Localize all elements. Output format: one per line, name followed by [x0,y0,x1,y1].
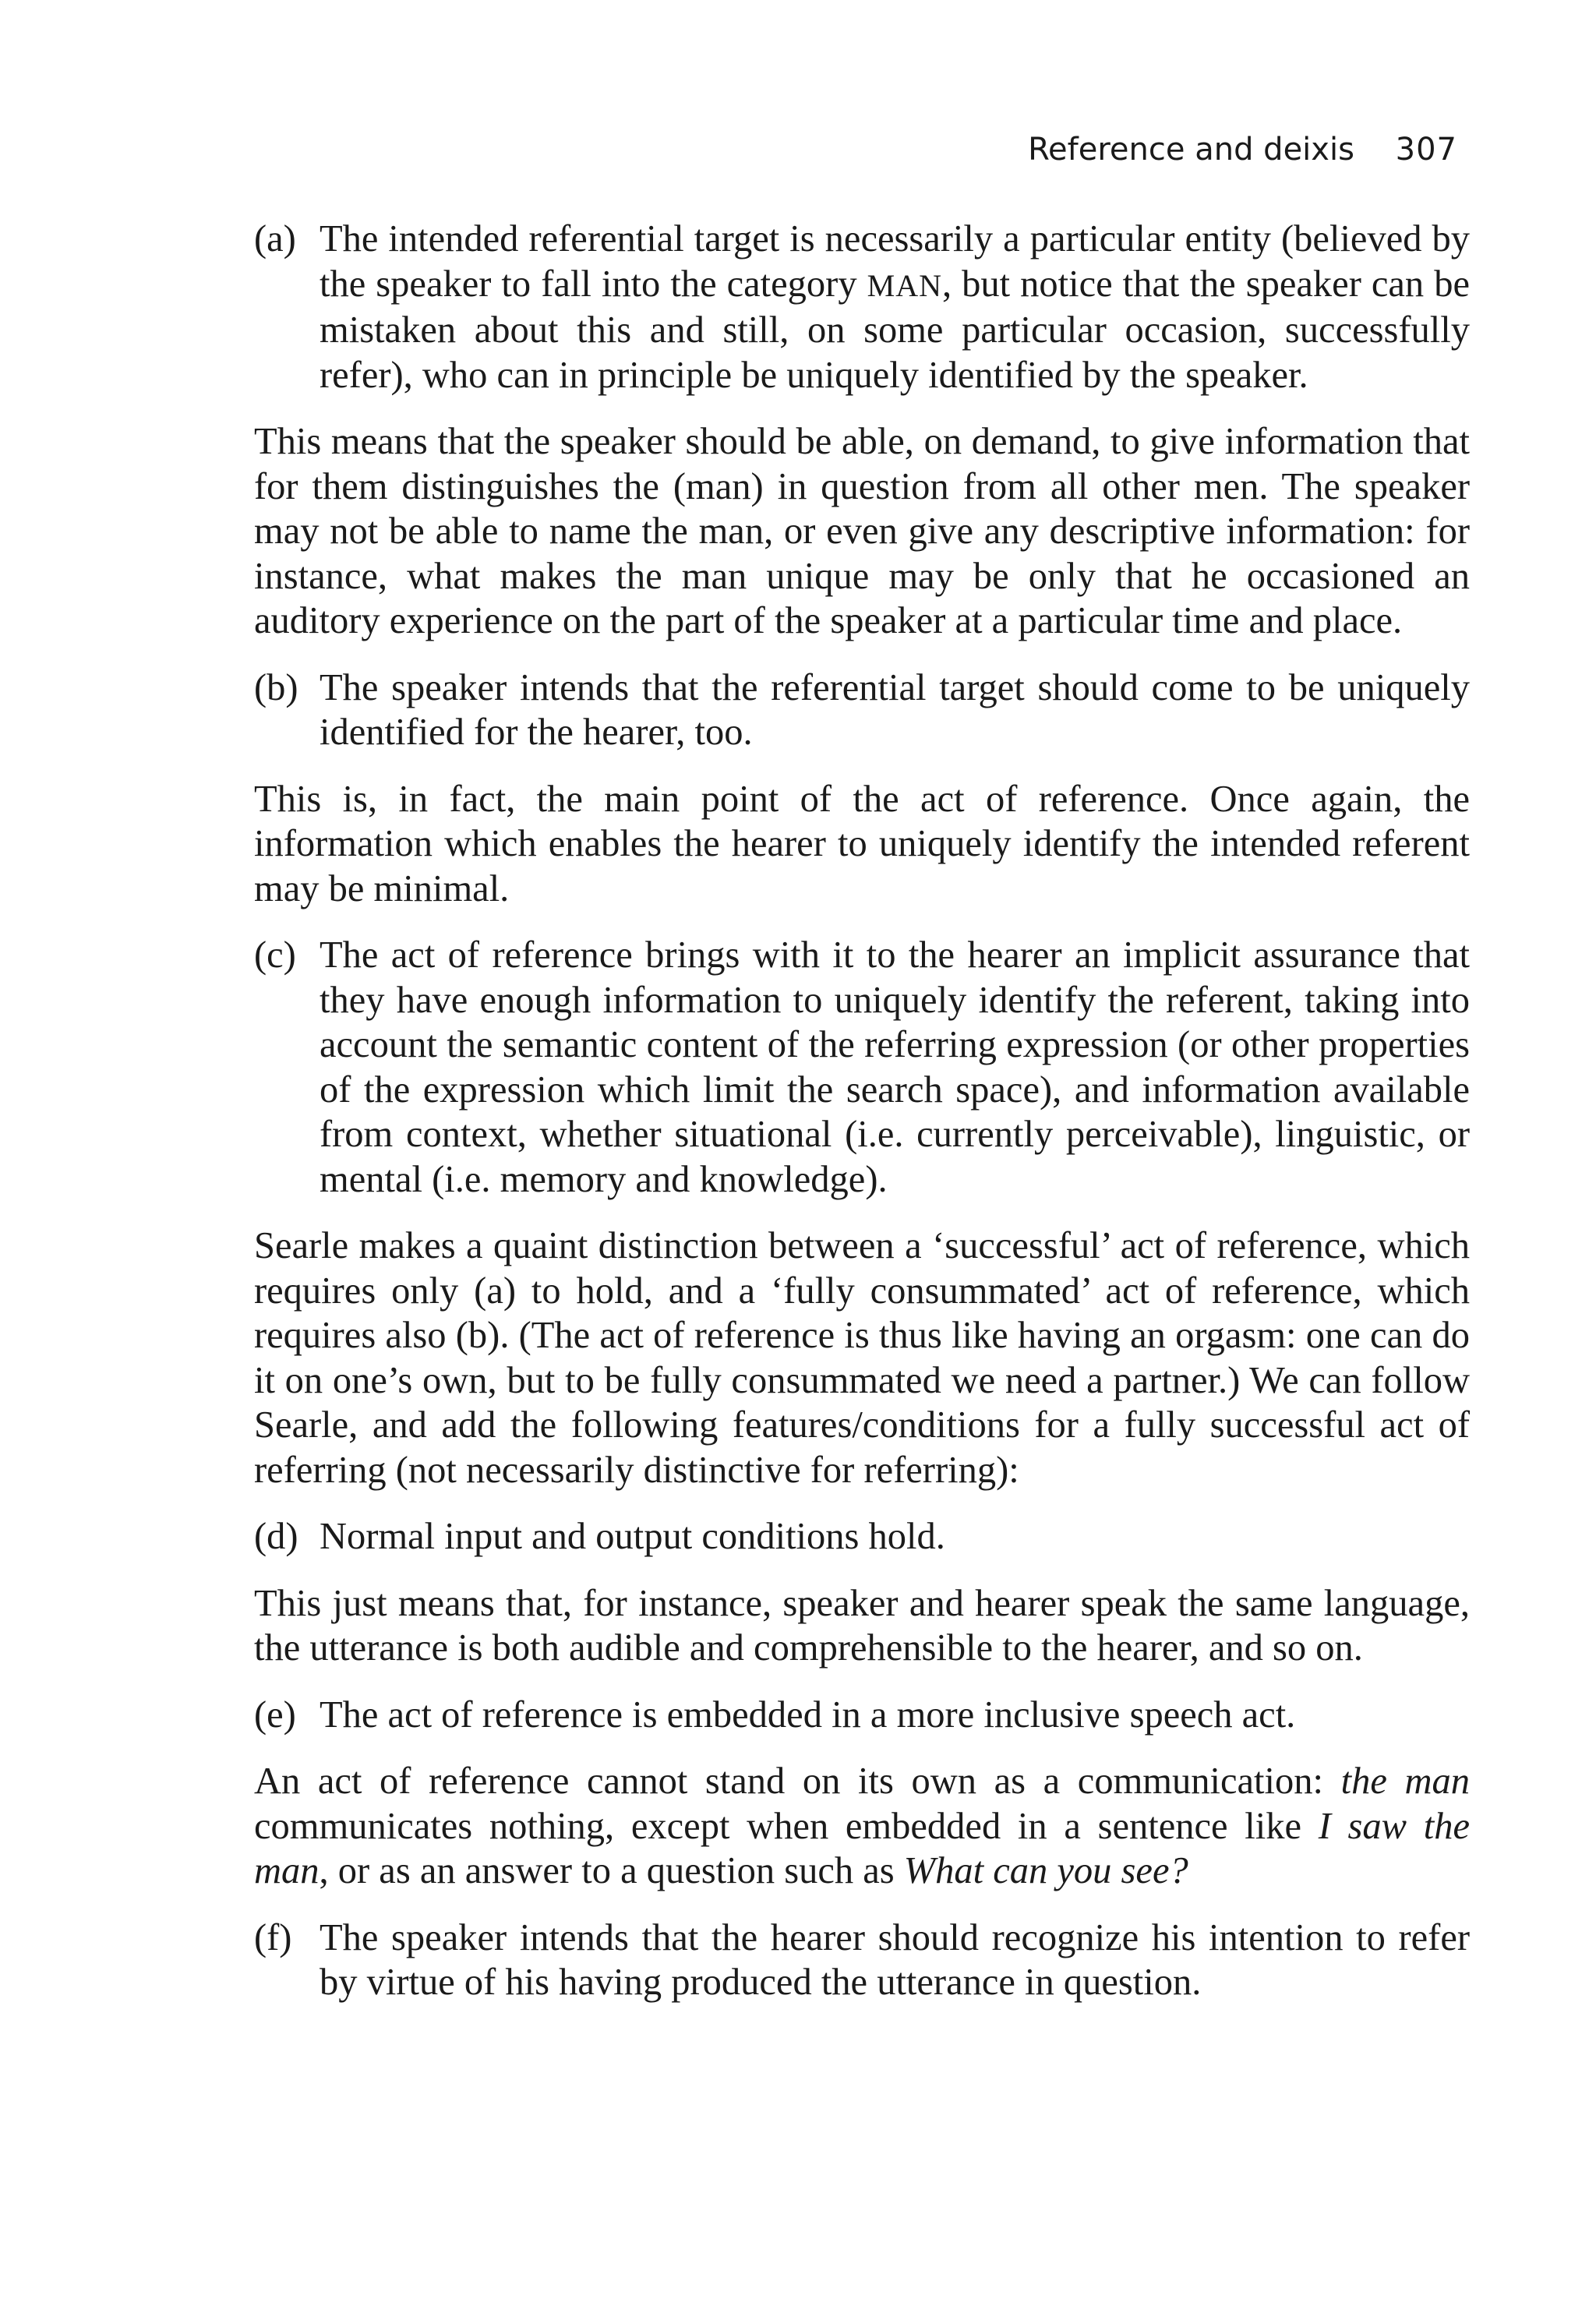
condition-text: The speaker intends that the referential target should come to be uniquely identified for the hearer, too. [320,666,1470,753]
condition-marker: (b) [254,666,298,708]
running-head [1028,131,1457,168]
paragraph-1: This means that the speaker should be able, on demand, to give information that for them distinguishes the (man) in question from all other men. The speaker may not be able to name the man, or even give any descriptive information: for instance, what makes the man unique may be only that he occasioned an auditory experience on the part of the speaker at a particular time and place. [254,421,1470,641]
condition-text: Normal input and output conditions hold. [320,1516,945,1557]
paragraph-3: Searle makes a quaint distinction between a ‘successful’ act of reference, which requires only (a) to hold, and a ‘fully consummated’ act of reference, which requires also (b). (The act of reference is thus like having an orgasm: one can do it on one’s own, but to be fully consummated we need a partner.) We can follow Searle, and add the following features/conditions for a fully successful act of referring (not necessarily distinctive for referring): [254,1225,1470,1491]
paragraph-text-part: An act of reference cannot stand on its own as a communication: [254,1760,1341,1802]
condition-marker: (e) [254,1693,296,1736]
paragraph-5 [254,1759,1470,1894]
paragraph-2: This is, in fact, the main point of the act of reference. Once again, the information which enables the hearer to uniquely identify the intended referent may be minimal. [254,778,1470,909]
condition-a [254,217,1470,397]
example-italic: the man [1340,1760,1470,1802]
condition-c [254,933,1470,1202]
page-body [254,217,1470,2027]
condition-d [254,1514,1470,1559]
example-italic: What can you see? [903,1850,1188,1891]
condition-text [320,217,1470,397]
condition-text: The act of reference brings with it to the hearer an implicit assurance that they have enough information to uniquely identify the referent, taking into account the semantic content of the referring expression (or other properties of the expression which limit the search space), and information available from context, whether situational (i.e. currently perceivable), linguistic, or mental (i.e. memory and knowledge). [320,934,1470,1200]
paragraph-text-part: , or as an answer to a question such as [319,1850,904,1891]
paragraph-text-part: communicates nothing, except when embedded in a sentence like [254,1805,1319,1847]
condition-marker: (c) [254,934,296,976]
running-head-title: Reference and deixis [1028,132,1354,168]
condition-marker: (d) [254,1516,298,1557]
condition-e [254,1693,1470,1738]
paragraph-4: This just means that, for instance, speaker and hearer speak the same language, the utterance is both audible and comprehensible to the hearer, and so on. [254,1582,1470,1669]
condition-text: The act of reference is embedded in a more inclusive speech act. [320,1693,1296,1736]
condition-text-part: The intended referential target is necessarily a particular entity (believed by the speaker to fall into the category [320,218,1470,305]
condition-marker: (f) [254,1916,292,1958]
condition-marker: (a) [254,218,296,260]
condition-text-part: , but notice that the speaker can be mistaken about this and still, on some particular occasion, successfully refer), who can in principle be uniquely identified by the speaker. [320,263,1470,396]
condition-text: The speaker intends that the hearer should recognize his intention to refer by virtue of his having produced the utterance in question. [320,1916,1470,2003]
category-smallcaps: MAN [867,267,942,303]
example-italic: I saw the man [254,1805,1470,1891]
condition-b [254,666,1470,755]
condition-f [254,1916,1470,2005]
page-number: 307 [1395,132,1457,168]
